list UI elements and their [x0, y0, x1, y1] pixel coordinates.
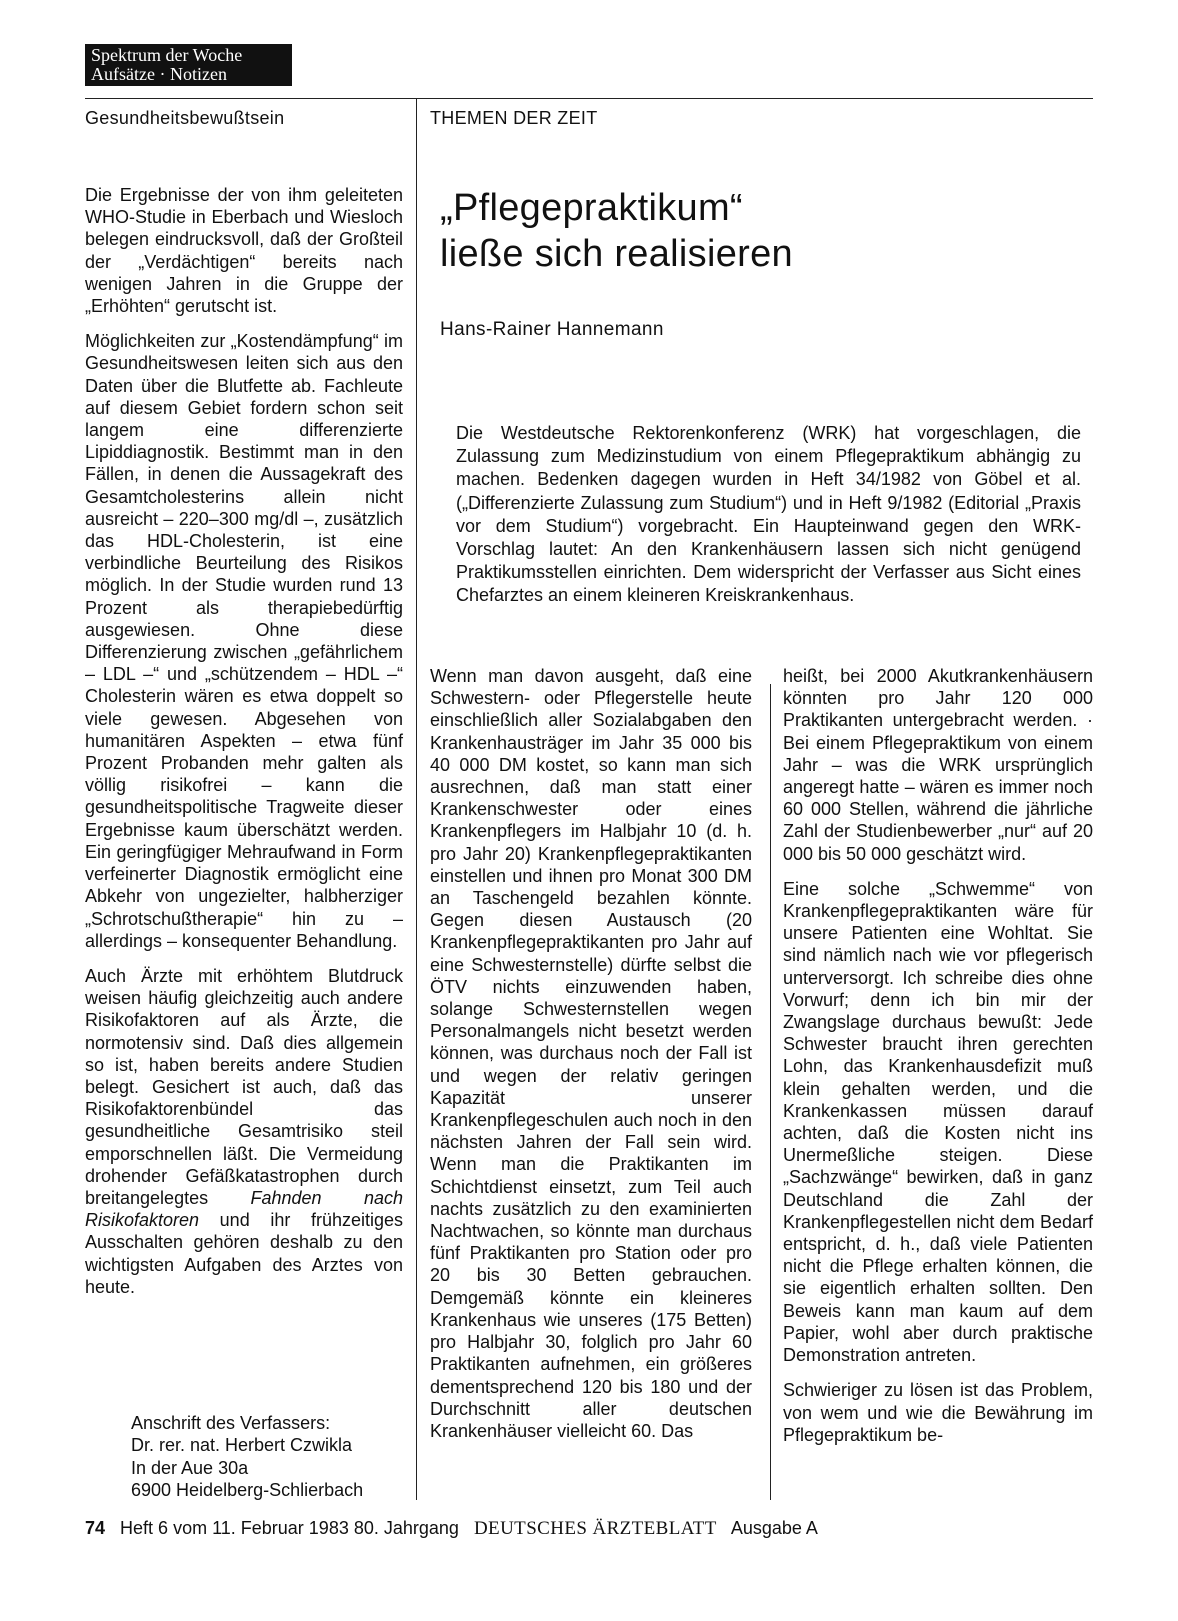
right-column-text — [783, 665, 1093, 1459]
article-title — [440, 185, 1080, 277]
article-title-line2: ließe sich realisieren — [440, 233, 793, 275]
address-line: In der Aue 30a — [131, 1457, 249, 1478]
paragraph: Möglichkeiten zur „Kostendämpfung“ im Gesundheitswesen leiten sich aus den Daten über die Blutfette ab. Fachleute auf diesem Gebiet fordern schon seit langem eine differenzierte Lipiddiagnostik. Bestimmt man in den Fällen, in denen die Aussagekraft des Gesamtcholesterins allein nicht ausreicht – 220–300 mg/dl –, zusätzlich das HDL-Cholesterin, ist eine verbindliche Beurteilung des Risikos möglich. In der Studie wurden rund 13 Prozent als therapiebedürftig ausgewiesen. Ohne diese Differenzierung zwischen „gefährlichem – LDL –“ und „schützendem – HDL –“ Cholesterin wären es etwa doppelt so viele gewesen. Abgesehen von humanitären Aspekten – etwa fünf Prozent Probanden mehr galten als völlig risikofrei – kann die gesundheitspolitische Tragweite dieser Ergebnisse kaum überschätzt werden. Ein geringfügiger Mehraufwand in Form verfeinerter Diagnostik ermöglicht eine Abkehr von ungezielter, halbherziger „Schrotschußtherapie“ hin zu – allerdings – konsequenter Behandlung. — [85, 331, 403, 951]
section-header-box — [85, 44, 292, 86]
column-divider-right — [770, 684, 771, 1500]
article-author: Hans-Rainer Hannemann — [440, 319, 664, 340]
edition-label: Ausgabe A — [730, 1518, 818, 1538]
magazine-name: DEUTSCHES ÄRZTEBLATT — [473, 1518, 717, 1539]
address-line: 6900 Heidelberg-Schlierbach — [131, 1480, 364, 1501]
paragraph — [85, 965, 403, 1298]
section-header-line2: Aufsätze · Notizen — [91, 64, 227, 84]
author-address — [131, 1412, 363, 1502]
section-header-line1: Spektrum der Woche — [91, 45, 243, 65]
column-divider-left — [416, 98, 417, 1500]
article-title-line1: „Pflegepraktikum“ — [440, 187, 743, 229]
paragraph-emphasis: Fahnden nach Risikofaktoren — [85, 1187, 403, 1231]
left-column-text — [85, 184, 403, 1311]
section-label: THEMEN DER ZEIT — [430, 108, 598, 128]
page-number: 74 — [85, 1518, 106, 1538]
top-rule — [85, 98, 1093, 99]
paragraph: Die Ergebnisse der von ihm geleiteten WHO-Studie in Eberbach und Wiesloch belegen eindrucksvoll, daß der Großteil der „Verdächtigen“ bereits nach wenigen Jahren in die Gruppe der „Erhöhten“ gerutscht ist. — [85, 185, 403, 317]
address-line: Anschrift des Verfassers: — [131, 1413, 331, 1433]
left-column-label: Gesundheitsbewußtsein — [85, 108, 285, 128]
article-lead: Die Westdeutsche Rektorenkonferenz (WRK) hat vorgeschlagen, die Zulassung zum Medizinstudium von einem Pflegepraktikum abhängig zu machen. Bedenken dagegen wurden in Heft 34/1982 von Göbel et al. („Differenzierte Zulassung zum Studium“) und in Heft 9/1982 (Editorial „Praxis vor dem Studium“) vorgebracht. Ein Haupteinwand gegen den WRK-Vorschlag lautet: An den Krankenhäusern lassen sich nicht genügend Praktikumsstellen einrichten. Dem widerspricht der Verfasser aus Sicht eines Chefarztes an einem kleineren Kreiskrankenhaus. — [456, 423, 1081, 606]
page-footer — [85, 1518, 818, 1540]
paragraph: Eine solche „Schwemme“ von Krankenpflegepraktikanten wäre für unsere Patienten eine Wohltat. Sie sind nämlich nach wie vor pflegerisch unterversorgt. Ich schreibe dies ohne Vorwurf; denn ich bin mir der Zwangslage durchaus bewußt: Jede Schwester braucht ihren gerechten Lohn, das Krankenhausdefizit muß klein gehalten werden, und die Krankenkassen müssen darauf achten, daß die Kosten nicht ins Unermeßliche steigen. Diese „Sachzwänge“ bewirken, daß in ganz Deutschland die Zahl der Krankenpflegestellen nicht dem Bedarf entspricht, d. h., daß viele Patienten nicht die Pflege erhalten können, die sie eigentlich erhalten sollten. Den Beweis kann man kaum auf dem Papier, wohl aber durch praktische Demonstration antreten. — [783, 878, 1093, 1366]
paragraph-text: Auch Ärzte mit erhöhtem Blutdruck weisen häufig gleichzeitig auch andere Risikofaktoren auf als Ärzte, die normotensiv sind. Daß dies allgemein so ist, haben bereits andere Studien belegt. Gesichert ist auch, daß das Risikofaktorenbündel das gesundheitliche Gesamtrisiko steil emporschnellen läßt. Die Vermeidung drohender Gefäßkatastrophen durch breitangelegtes — [85, 965, 403, 1208]
address-line: Dr. rer. nat. Herbert Czwikla — [131, 1435, 353, 1456]
paragraph-text: und ihr frühzeitiges Ausschalten gehören deshalb zu den wichtigsten Aufgaben des Arztes von heute. — [85, 1210, 403, 1297]
middle-column-text — [430, 665, 752, 1455]
paragraph: heißt, bei 2000 Akutkrankenhäusern könnten pro Jahr 120 000 Praktikanten untergebracht werden. · Bei einem Pflegepraktikum von einem Jahr – was die WRK ursprünglich angeregt hatte – wären es immer noch 60 000 Stellen, während die jährliche Zahl der Studienbewerber „nur“ auf 20 000 bis 50 000 geschätzt wird. — [783, 666, 1093, 864]
paragraph: Wenn man davon ausgeht, daß eine Schwestern- oder Pflegerstelle heute einschließlich aller Sozialabgaben den Krankenhausträger im Jahr 35 000 bis 40 000 DM kostet, so kann man sich ausrechnen, daß man statt einer Krankenschwester oder eines Krankenpflegers im Halbjahr 10 (d. h. pro Jahr 20) Krankenpflegepraktikanten einstellen und ihnen pro Monat 300 DM an Taschengeld bezahlen könnte. Gegen diesen Austausch (20 Krankenpflegepraktikanten pro Jahr auf eine Schwesternstelle) dürfte selbst die ÖTV nichts einzuwenden haben, solange Schwesternstellen wegen Personalmangels nicht besetzt werden können, was durchaus noch der Fall ist und wegen der relativ geringen Kapazität unserer Krankenpflegeschulen auch noch in den nächsten Jahren der Fall sein wird. Wenn man die Praktikanten im Schichtdienst einsetzt, zum Teil auch nachts zusätzlich zu den examinierten Nachtwachen, so könnte man durchaus fünf Praktikanten pro Station oder pro 20 bis 30 Betten gebrauchen. Demgemäß könnte ein kleineres Krankenhaus wie unseres (175 Betten) pro Halbjahr 30, folglich pro Jahr 60 Praktikanten aufnehmen, ein größeres dementsprechend 120 bis 180 und der Durchschnitt aller deutschen Krankenhäuser vielleicht 60. Das — [430, 666, 752, 1441]
paragraph: Schwieriger zu lösen ist das Problem, von wem und wie die Bewährung im Pflegepraktikum be- — [783, 1380, 1093, 1445]
issue-info: Heft 6 vom 11. Februar 1983 80. Jahrgang — [120, 1518, 459, 1538]
